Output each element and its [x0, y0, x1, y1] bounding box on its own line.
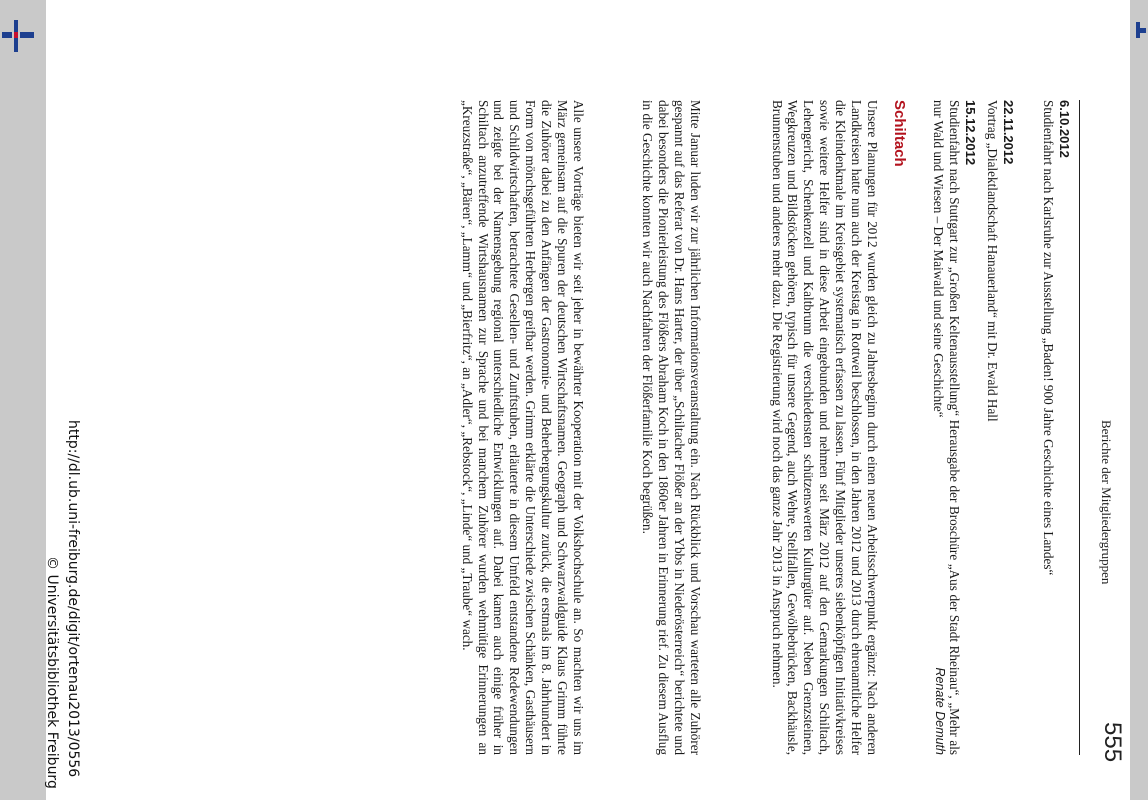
body-paragraph: Unsere Planungen für 2012 wurden gleich zu Jahresbeginn durch einen neuen Arbeitsschwerpunkt ergänzt: Nach anderen Landkreisen hatte nun auch der Kreistag in Rottweil beschlossen, in den Jahren 2012 und 2013 durch ehrenamtliche Helfer die Kleindenkmale im Kreisgebiet systematisch erfassen zu lassen. Fünf Mitglieder unseres siebenköpfigen Initiativkreises sowie weitere Helfer sind in diese Arbeit eingebunden und nehmen seit März 2012 auf den Gemarkungen Schiltach, Lehengericht, Schenkenzell und Kaltbrunn die verschiedensten schützenswerten Kulturgüter auf. Neben Grenzsteinen, Wegkreuzen und Bildstöcken gehören, typisch für unsere Gegend, auch Wehre, Stellfallen, Gewölbebrücken, Backhäusle, Brunnenstuben und anderes mehr dazu. Die Registrierung wird noch das ganze Jahr 2013 in Anspruch nehmen.: [769, 100, 880, 755]
entry-text: Vortrag „Dialektlandschaft Hanauerland“ mit Dr. Ewald Hall: [985, 100, 1000, 422]
library-logo-fragment-icon: [1134, 22, 1146, 38]
entry-text: Studienfahrt nach Stuttgart zur „Großen Keltenausstellung“ Herausgabe der Broschüre „Aus der Stadt Rheinau“, „Mehr als nur Wald und Wiesen – Der Maiwald und seine Geschichte“: [931, 100, 962, 755]
header-rule: [1079, 100, 1080, 755]
event-entry: [984, 100, 1016, 755]
body-paragraph: Alle unsere Vorträge bieten wir seit jeher in bewährter Kooperation mit der Volkshochschule an. So machten wir uns im März gemeinsam auf die Spuren der deutschen Wirtschaftsnamen. Geograph und Schwarzwaldguide Klaus Grimm führte die Zuhörer dabei zu den Anfängen der Gastronomie- und Beherbergungskultur zurück, die erstmals im 8. Jahrhundert in Form von mönchsgeführten Herbergen greifbar werden. Grimm erklärte die Unterschiede zwischen Schänken, Gasthäusern und Schildwirtschaften, betrachtete Gesellen- und Zunftstuben, erläuterte in diesem Umfeld entstandene Redewendungen und zeigte bei der Namensgebung regional unterschiedliche Entwicklungen auf. Dabei kamen auch einige früher in Schiltach anzutreffende Wirtshausnamen zur Sprache und bei manchem Zuhörer wurden wehmütige Erinnerungen an „Kreuzstraße“, „Bären“, „Lamm“ und „Bierfritz“, an „Adler“, „Rebstock“, „Linde“ und „Traube“ wach.: [459, 100, 586, 755]
running-title: Berichte der Mitgliedergruppen: [1099, 420, 1114, 585]
entry-date: 22.11.2012: [1001, 100, 1016, 165]
source-copyright: © Universitätsbibliothek Freiburg: [44, 556, 60, 789]
page-number: 555: [1099, 722, 1126, 763]
entry-date: 6.10.2012: [1057, 100, 1072, 158]
event-entry: [1040, 100, 1072, 755]
entry-text: Studienfahrt nach Karlsruhe zur Ausstellung „Baden! 900 Jahre Geschichte eines Landes“: [1041, 100, 1056, 576]
body-paragraph: Mitte Januar luden wir zur jährlichen Informationsveranstaltung ein. Nach Rückblick und Vorschau warteten alle Zuhörer gespannt auf das Referat von Dr. Hans Harter, der über „Schiltacher Flößer an der Ybbs in Niederösterreich“ berichtete und dabei besonders die Pionierleistung des Flößers Abraham Koch in den 1860er Jahren in Erinnerung rief. Zu diesem Ausflug in die Geschichte konnten wir auch Nachfahren der Flößerfamilie Koch begrüßen.: [640, 100, 703, 755]
right-margin: [1130, 0, 1148, 800]
left-margin: [0, 0, 46, 800]
source-url: http://dl.ub.uni-freiburg.de/digit/ortenau2013/0556: [65, 420, 81, 778]
rotated-page: [46, 0, 1130, 800]
section-heading: Schiltach: [891, 100, 908, 167]
entry-date: 15.12.2012: [963, 100, 978, 166]
author-signature: Renate Demuth: [933, 667, 947, 755]
library-logo-icon: [0, 18, 40, 54]
